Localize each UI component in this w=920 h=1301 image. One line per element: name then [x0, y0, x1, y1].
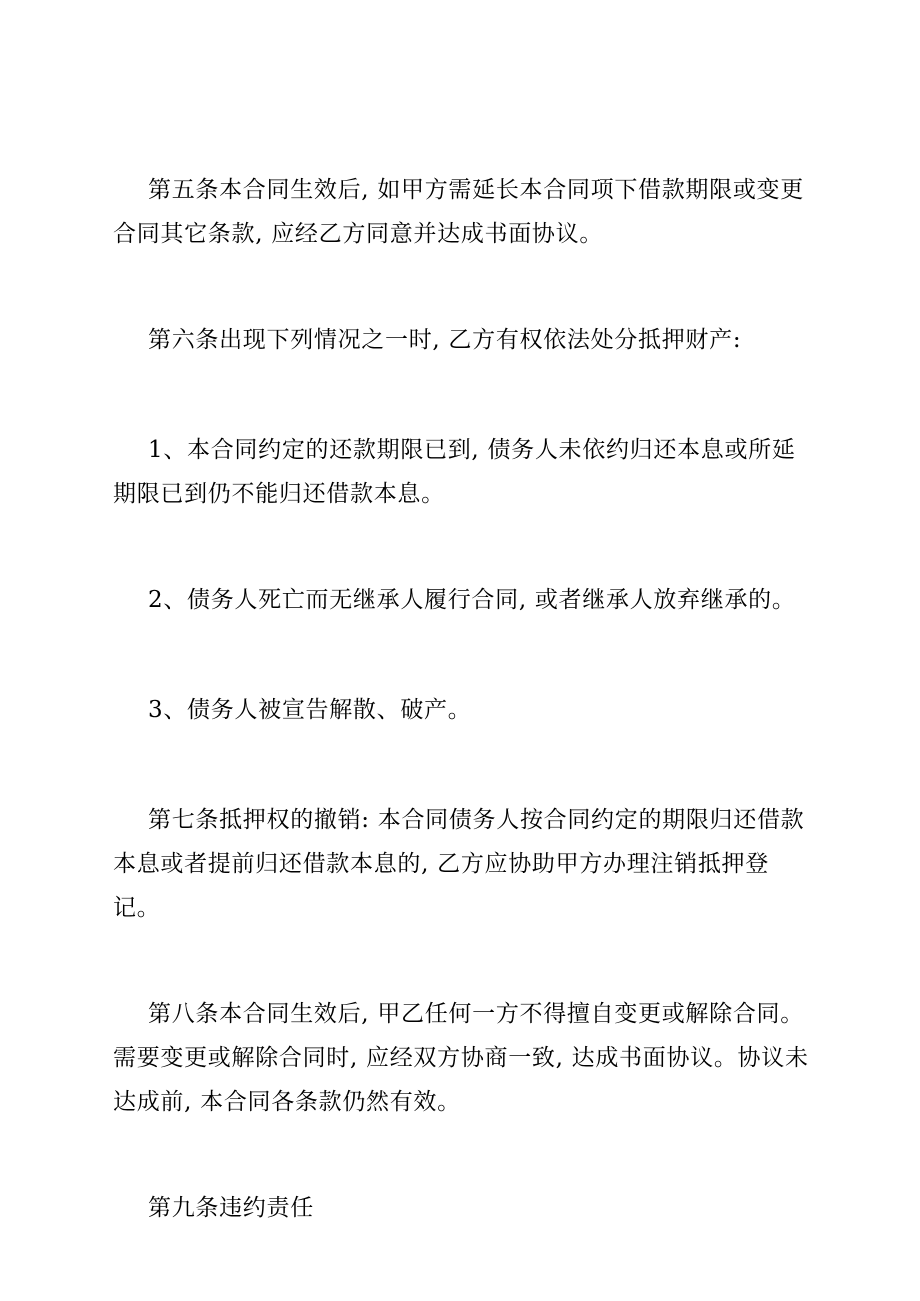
paragraph-item-3: 3、债务人被宣告解散、破产。 [148, 697, 472, 723]
paragraph-item-1: 1、本合同约定的还款期限已到, 债务人未依约归还本息或所延期限已到仍不能归还借款本息。 [113, 437, 796, 507]
paragraph-article-8: 第八条本合同生效后, 甲乙任何一方不得擅自变更或解除合同。需要变更或解除合同时, 应经双方协商一致, 达成书面协议。协议未达成前, 本合同各条款仍然有效。 [113, 1001, 809, 1115]
paragraph-article-5: 第五条本合同生效后, 如甲方需延长本合同项下借款期限或变更合同其它条款, 应经乙方同意并达成书面协议。 [113, 177, 804, 247]
document-body [113, 168, 813, 1230]
paragraph-article-9: 第九条违约责任 [148, 1195, 314, 1221]
paragraph-article-6: 第六条出现下列情况之一时, 乙方有权依法处分抵押财产: [148, 327, 742, 353]
paragraph-article-7: 第七条抵押权的撤销: 本合同债务人按合同约定的期限归还借款本息或者提前归还借款本息的, 乙方应协助甲方办理注销抵押登记。 [113, 807, 805, 921]
paragraph-item-2: 2、债务人死亡而无继承人履行合同, 或者继承人放弃继承的。 [148, 587, 796, 613]
